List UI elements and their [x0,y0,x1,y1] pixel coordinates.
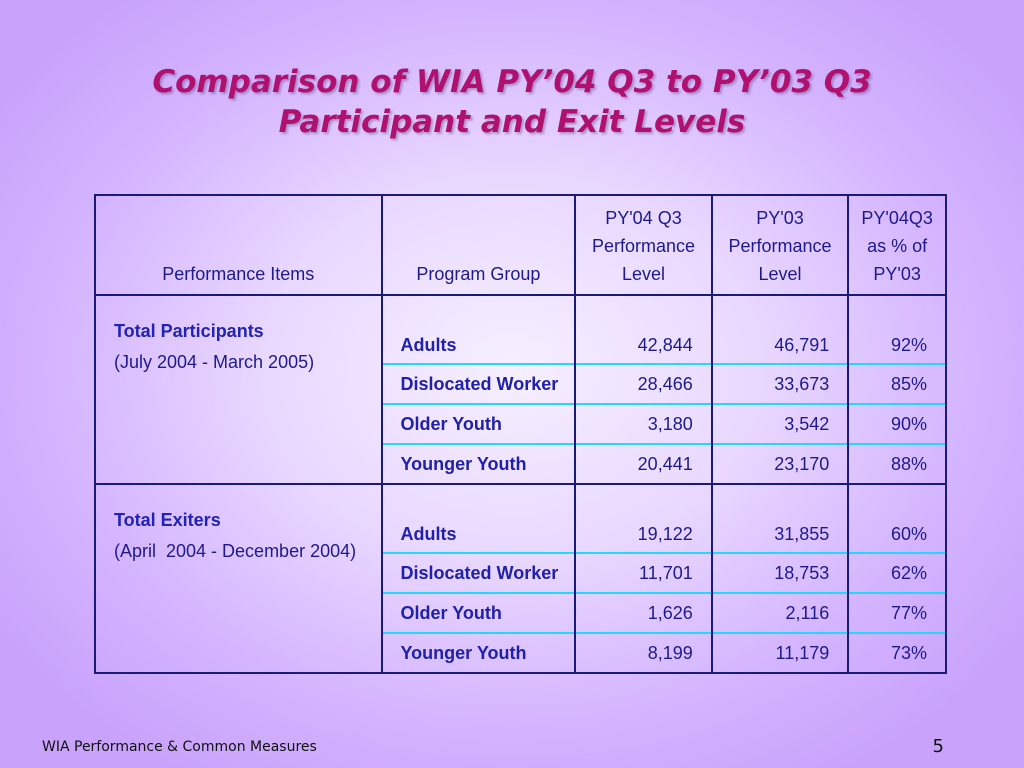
section-label: Total Exiters [114,510,221,530]
header-pct-line: PY'04Q3 [861,208,933,228]
py03-value-cell: 2,116 [712,593,849,633]
header-performance-items: Performance Items [95,195,382,295]
program-group-cell: Dislocated Worker [382,364,576,404]
py03-value-cell: 18,753 [712,553,849,593]
section-date-range: (July 2004 - March 2005) [114,352,315,372]
py04-value-cell: 1,626 [575,593,712,633]
py03-value-cell: 11,179 [712,633,849,673]
py03-value-cell: 23,170 [712,444,849,484]
percent-value-cell: 62% [848,553,946,593]
program-group-cell: Older Youth [382,593,576,633]
py04-value-cell: 42,844 [575,295,712,364]
header-py03-level [712,195,849,295]
footer-text: WIA Performance & Common Measures [42,739,317,755]
slide-title-line-2: Participant and Exit Levels [278,104,746,140]
py04-value-cell: 3,180 [575,404,712,444]
header-py04-level [575,195,712,295]
section-label-cell [95,484,382,673]
table-header-row [95,195,946,295]
table-row [95,295,946,364]
py03-value-cell: 46,791 [712,295,849,364]
py03-value-cell: 33,673 [712,364,849,404]
program-group-cell: Dislocated Worker [382,553,576,593]
section-date-range: (April 2004 - December 2004) [114,541,357,561]
py04-value-cell: 19,122 [575,484,712,553]
header-pct-line: as % of [867,236,928,256]
section-label-cell [95,295,382,484]
header-percent-of-py03 [848,195,946,295]
header-py03-line: Level [758,264,802,284]
py03-value-cell: 3,542 [712,404,849,444]
percent-value-cell: 92% [848,295,946,364]
percent-value-cell: 73% [848,633,946,673]
slide-title [0,62,1024,142]
section-label: Total Participants [114,321,264,341]
program-group-cell: Younger Youth [382,633,576,673]
slide-title-line-1: Comparison of WIA PY’04 Q3 to PY’03 Q3 [152,64,872,100]
percent-value-cell: 60% [848,484,946,553]
percent-value-cell: 85% [848,364,946,404]
header-program-group: Program Group [382,195,576,295]
header-py04-line: Performance [591,236,695,256]
header-py03-line: Performance [728,236,832,256]
percent-value-cell: 77% [848,593,946,633]
py04-value-cell: 8,199 [575,633,712,673]
py04-value-cell: 20,441 [575,444,712,484]
header-pct-line: PY'03 [873,264,921,284]
percent-value-cell: 90% [848,404,946,444]
table-row [95,484,946,553]
py03-value-cell: 31,855 [712,484,849,553]
program-group-cell: Adults [382,484,576,553]
header-py03-line: PY'03 [756,208,804,228]
py04-value-cell: 28,466 [575,364,712,404]
header-py04-line: PY'04 Q3 [605,208,682,228]
program-group-cell: Older Youth [382,404,576,444]
performance-table [94,194,947,674]
percent-value-cell: 88% [848,444,946,484]
program-group-cell: Adults [382,295,576,364]
program-group-cell: Younger Youth [382,444,576,484]
header-py04-line: Level [621,264,665,284]
page-number: 5 [932,736,944,757]
py04-value-cell: 11,701 [575,553,712,593]
